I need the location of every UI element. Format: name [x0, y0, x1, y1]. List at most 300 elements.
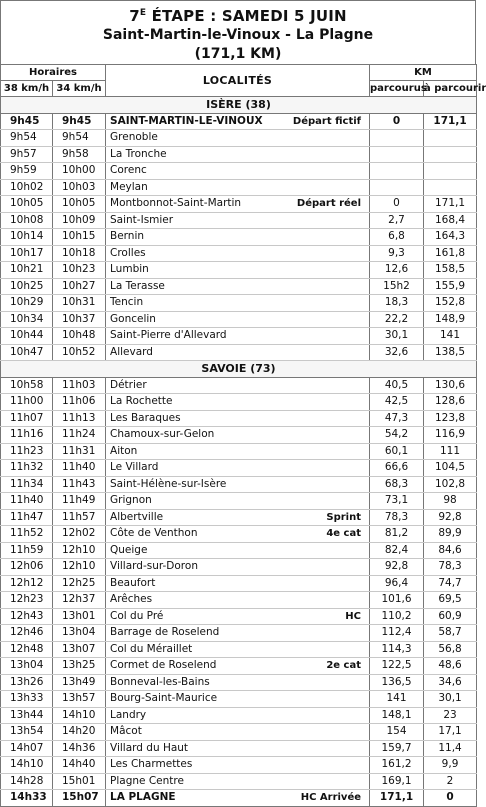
- km-a-parcourir: 0: [424, 790, 477, 807]
- km-parcourus: 110,2: [370, 608, 424, 625]
- time-34: 10h48: [53, 328, 106, 345]
- time-34: 10h09: [53, 212, 106, 229]
- table-row: [1, 592, 477, 609]
- table-row: [1, 460, 477, 477]
- km-parcourus: 15h2: [370, 278, 424, 295]
- region-name: ISÈRE (38): [1, 97, 477, 114]
- km-parcourus: 30,1: [370, 328, 424, 345]
- table-row: [1, 691, 477, 708]
- table-row: [1, 410, 477, 427]
- time-34: 13h25: [53, 658, 106, 675]
- table-row: [1, 509, 477, 526]
- table-row: [1, 328, 477, 345]
- km-parcourus: [370, 146, 424, 163]
- locality-name: Villard du Haut: [110, 741, 189, 754]
- km-parcourus: 73,1: [370, 493, 424, 510]
- time-38: 11h32: [1, 460, 53, 477]
- locality-name: Les Baraques: [110, 411, 181, 424]
- time-38: 11h23: [1, 443, 53, 460]
- km-parcourus: 171,1: [370, 790, 424, 807]
- locality-cell: [106, 641, 370, 658]
- locality-name: Saint-Ismier: [110, 213, 174, 226]
- km-parcourus: 92,8: [370, 559, 424, 576]
- time-34: 11h31: [53, 443, 106, 460]
- speed-38-header: 38 km/h: [1, 81, 53, 97]
- time-38: 10h02: [1, 179, 53, 196]
- locality-name: Mâcot: [110, 725, 142, 737]
- locality-name: Les Charmettes: [110, 758, 193, 770]
- locality-name: Bourg-Saint-Maurice: [110, 692, 218, 704]
- km-a-parcourir: [424, 163, 477, 180]
- table-row: [1, 575, 477, 592]
- time-34: 12h10: [53, 542, 106, 559]
- table-row: [1, 641, 477, 658]
- table-row: [1, 113, 477, 130]
- time-38: 11h07: [1, 410, 53, 427]
- km-a-parcourir: 164,3: [424, 229, 477, 246]
- time-34: 11h40: [53, 460, 106, 477]
- locality-cell: [106, 608, 370, 625]
- stage-date: ÉTAPE : SAMEDI 5 JUIN: [146, 7, 347, 25]
- time-38: 10h08: [1, 212, 53, 229]
- locality-cell: [106, 113, 370, 130]
- time-34: 13h57: [53, 691, 106, 708]
- table-header: [1, 65, 486, 97]
- km-parcourus: 114,3: [370, 641, 424, 658]
- table-row: [1, 179, 477, 196]
- locality-name: Le Villard: [110, 461, 159, 473]
- locality-name: SAINT-MARTIN-LE-VINOUX: [110, 114, 263, 127]
- km-parcourus: 2,7: [370, 212, 424, 229]
- table-row: [1, 245, 477, 262]
- locality-name: Côte de Venthon: [110, 527, 198, 539]
- km-a-parcourir: 60,9: [424, 608, 477, 625]
- km-parcourus: 18,3: [370, 295, 424, 312]
- time-38: 10h14: [1, 229, 53, 246]
- km-parcourus: 32,6: [370, 344, 424, 361]
- locality-name: Grenoble: [110, 131, 158, 143]
- km-a-parcourir: 116,9: [424, 427, 477, 444]
- table-row: [1, 229, 477, 246]
- km-parcourus: [370, 163, 424, 180]
- stage-route: Saint-Martin-le-Vinoux - La Plagne: [102, 27, 374, 43]
- km-parcourus: 82,4: [370, 542, 424, 559]
- region-row: [1, 361, 477, 378]
- km-parcourus: 42,5: [370, 394, 424, 411]
- schedule-table: [0, 64, 486, 807]
- time-38: 12h23: [1, 592, 53, 609]
- time-34: 10h52: [53, 344, 106, 361]
- km-parcourus: 154: [370, 724, 424, 741]
- locality-cell: [106, 526, 370, 543]
- locality-cell: [106, 278, 370, 295]
- table-row: [1, 542, 477, 559]
- locality-cell: [106, 773, 370, 790]
- table-row: [1, 526, 477, 543]
- locality-name: La Tronche: [110, 147, 167, 160]
- time-34: 13h04: [53, 625, 106, 642]
- locality-cell: [106, 328, 370, 345]
- km-a-parcourir: 84,6: [424, 542, 477, 559]
- locality-name: Détrier: [110, 378, 147, 391]
- km-parcourus: 136,5: [370, 674, 424, 691]
- locality-cell: [106, 410, 370, 427]
- locality-name: Col du Pré: [110, 609, 164, 622]
- km-parcourus: 12,6: [370, 262, 424, 279]
- time-38: 13h54: [1, 724, 53, 741]
- time-34: 12h25: [53, 575, 106, 592]
- speed-34-header: 34 km/h: [53, 81, 106, 97]
- time-34: 11h03: [53, 377, 106, 394]
- locality-name: Saint-Hélène-sur-Isère: [110, 477, 227, 490]
- locality-cell: [106, 179, 370, 196]
- km-a-parcourir: 89,9: [424, 526, 477, 543]
- locality-cell: [106, 427, 370, 444]
- km-a-parcourir: 30,1: [424, 691, 477, 708]
- km-parcourus: 68,3: [370, 476, 424, 493]
- time-34: 10h37: [53, 311, 106, 328]
- locality-cell: [106, 625, 370, 642]
- locality-name: Beaufort: [110, 576, 156, 589]
- km-a-parcourir: 48,6: [424, 658, 477, 675]
- locality-name: Landry: [110, 708, 147, 721]
- km-a-parcourir: 11,4: [424, 740, 477, 757]
- time-38: 11h00: [1, 394, 53, 411]
- km-parcourus: 96,4: [370, 575, 424, 592]
- km-parcourus: 78,3: [370, 509, 424, 526]
- time-34: 13h49: [53, 674, 106, 691]
- locality-note: 4e cat: [326, 528, 362, 539]
- km-parcourus: 122,5: [370, 658, 424, 675]
- locality-cell: [106, 443, 370, 460]
- km-a-parcourir: 92,8: [424, 509, 477, 526]
- time-38: 13h04: [1, 658, 53, 675]
- time-38: 10h58: [1, 377, 53, 394]
- table-row: [1, 311, 477, 328]
- time-34: 15h07: [53, 790, 106, 807]
- locality-cell: [106, 674, 370, 691]
- km-a-parcourir: 69,5: [424, 592, 477, 609]
- locality-note: HC: [345, 610, 362, 622]
- locality-name: Tencin: [110, 296, 144, 308]
- locality-cell: [106, 658, 370, 675]
- locality-note: Départ réel: [296, 198, 362, 209]
- time-38: 11h47: [1, 509, 53, 526]
- locality-name: La Terasse: [110, 279, 165, 292]
- time-34: 14h20: [53, 724, 106, 741]
- time-38: 12h48: [1, 641, 53, 658]
- locality-name: Barrage de Roselend: [110, 626, 220, 638]
- locality-name: Meylan: [110, 180, 148, 193]
- km-parcourus: 0: [370, 113, 424, 130]
- time-38: 10h25: [1, 278, 53, 295]
- km-a-parcourir: 148,9: [424, 311, 477, 328]
- table-row: [1, 377, 477, 394]
- time-34: 14h10: [53, 707, 106, 724]
- localites-header: LOCALITÉS: [106, 65, 370, 97]
- time-34: 10h05: [53, 196, 106, 213]
- km-parcourus: 112,4: [370, 625, 424, 642]
- table-row: [1, 476, 477, 493]
- time-38: 13h33: [1, 691, 53, 708]
- table-row: [1, 740, 477, 757]
- km-a-parcourir: 17,1: [424, 724, 477, 741]
- km-parcourus: 159,7: [370, 740, 424, 757]
- locality-name: Arêches: [110, 593, 153, 605]
- locality-name: Plagne Centre: [110, 774, 184, 787]
- time-38: 12h46: [1, 625, 53, 642]
- locality-cell: [106, 311, 370, 328]
- km-parcourus: 9,3: [370, 245, 424, 262]
- locality-cell: [106, 790, 370, 807]
- time-38: 10h17: [1, 245, 53, 262]
- time-34: 12h37: [53, 592, 106, 609]
- table-row: [1, 559, 477, 576]
- table-row: [1, 278, 477, 295]
- km-parcourus: [370, 130, 424, 147]
- locality-cell: [106, 542, 370, 559]
- km-parcourus: 66,6: [370, 460, 424, 477]
- time-38: 14h10: [1, 757, 53, 774]
- time-34: 10h27: [53, 278, 106, 295]
- time-34: 15h01: [53, 773, 106, 790]
- time-38: 10h05: [1, 196, 53, 213]
- locality-note: HC Arrivée: [300, 792, 362, 803]
- km-parcourus: 81,2: [370, 526, 424, 543]
- km-a-parcourir: 123,8: [424, 410, 477, 427]
- km-a-parcourir: 58,7: [424, 625, 477, 642]
- table-row: [1, 724, 477, 741]
- time-38: 14h07: [1, 740, 53, 757]
- time-34: 9h54: [53, 130, 106, 147]
- time-34: 10h31: [53, 295, 106, 312]
- km-a-parcourir: 161,8: [424, 245, 477, 262]
- table-row: [1, 394, 477, 411]
- table-row: [1, 625, 477, 642]
- locality-name: Col du Méraillet: [110, 642, 193, 655]
- locality-note: 2e cat: [326, 660, 362, 671]
- locality-name: Crolles: [110, 246, 146, 259]
- table-row: [1, 773, 477, 790]
- km-a-parcourir: 74,7: [424, 575, 477, 592]
- time-34: 14h40: [53, 757, 106, 774]
- time-38: 10h34: [1, 311, 53, 328]
- time-34: 10h03: [53, 179, 106, 196]
- locality-cell: [106, 344, 370, 361]
- km-a-parcourir: 171,1: [424, 196, 477, 213]
- locality-note: Sprint: [326, 511, 362, 523]
- locality-cell: [106, 212, 370, 229]
- km-a-parcourir: 141: [424, 328, 477, 345]
- km-a-parcourir: 152,8: [424, 295, 477, 312]
- table-row: [1, 146, 477, 163]
- locality-cell: [106, 394, 370, 411]
- locality-cell: [106, 295, 370, 312]
- km-a-parcourir: 102,8: [424, 476, 477, 493]
- time-38: 9h59: [1, 163, 53, 180]
- locality-cell: [106, 460, 370, 477]
- km-a-parcourir: 128,6: [424, 394, 477, 411]
- km-parcourus: 60,1: [370, 443, 424, 460]
- km-parcourus: 47,3: [370, 410, 424, 427]
- table-row: [1, 295, 477, 312]
- km-parcourus: 22,2: [370, 311, 424, 328]
- km-a-parcourir: 130,6: [424, 377, 477, 394]
- km-parcourus: 101,6: [370, 592, 424, 609]
- locality-name: Cormet de Roselend: [110, 659, 217, 671]
- table-row: [1, 130, 477, 147]
- locality-cell: [106, 559, 370, 576]
- locality-cell: [106, 229, 370, 246]
- km-parcourus: 0: [370, 196, 424, 213]
- table-row: [1, 658, 477, 675]
- locality-name: Bernin: [110, 230, 145, 242]
- time-38: 13h26: [1, 674, 53, 691]
- table-row: [1, 493, 477, 510]
- stage-number-suffix: E: [139, 8, 147, 18]
- km-a-parcourir: [424, 130, 477, 147]
- table-row: [1, 790, 477, 807]
- km-parcourus: 161,2: [370, 757, 424, 774]
- locality-name: Lumbin: [110, 263, 149, 275]
- time-34: 10h23: [53, 262, 106, 279]
- time-38: 10h29: [1, 295, 53, 312]
- locality-cell: [106, 245, 370, 262]
- time-38: 14h28: [1, 773, 53, 790]
- km-a-parcourir: [424, 146, 477, 163]
- locality-name: La Rochette: [110, 395, 173, 407]
- locality-cell: [106, 740, 370, 757]
- time-38: 13h44: [1, 707, 53, 724]
- locality-cell: [106, 691, 370, 708]
- km-a-parcourir: 171,1: [424, 113, 477, 130]
- time-38: 11h52: [1, 526, 53, 543]
- km-parcourus: 40,5: [370, 377, 424, 394]
- table-row: [1, 212, 477, 229]
- table-row: [1, 196, 477, 213]
- km-parcourus: 169,1: [370, 773, 424, 790]
- locality-name: Chamoux-sur-Gelon: [110, 428, 215, 440]
- time-34: 13h07: [53, 641, 106, 658]
- km-parcourus: 6,8: [370, 229, 424, 246]
- time-34: 9h45: [53, 113, 106, 130]
- time-38: 11h40: [1, 493, 53, 510]
- km-a-parcourir-header: à parcourir: [424, 81, 477, 97]
- time-34: 11h49: [53, 493, 106, 510]
- time-34: 9h58: [53, 146, 106, 163]
- locality-name: Grignon: [110, 494, 152, 506]
- km-a-parcourir: 78,3: [424, 559, 477, 576]
- km-header: KM: [370, 65, 477, 81]
- time-38: 9h54: [1, 130, 53, 147]
- time-34: 12h10: [53, 559, 106, 576]
- table-row: [1, 674, 477, 691]
- km-a-parcourir: 56,8: [424, 641, 477, 658]
- stage-number: 7: [129, 7, 140, 25]
- time-38: 12h06: [1, 559, 53, 576]
- km-a-parcourir: 155,9: [424, 278, 477, 295]
- time-38: 9h57: [1, 146, 53, 163]
- time-38: 11h59: [1, 542, 53, 559]
- time-38: 9h45: [1, 113, 53, 130]
- km-a-parcourir: 104,5: [424, 460, 477, 477]
- time-38: 12h43: [1, 608, 53, 625]
- km-a-parcourir: 2: [424, 773, 477, 790]
- time-34: 11h13: [53, 410, 106, 427]
- locality-cell: [106, 377, 370, 394]
- locality-cell: [106, 509, 370, 526]
- km-a-parcourir: 98: [424, 493, 477, 510]
- locality-name: Allevard: [110, 345, 153, 358]
- km-a-parcourir: 168,4: [424, 212, 477, 229]
- locality-name: Goncelin: [110, 312, 156, 325]
- time-34: 11h43: [53, 476, 106, 493]
- stage-header: [0, 0, 476, 64]
- region-name: SAVOIE (73): [1, 361, 477, 378]
- table-row: [1, 262, 477, 279]
- km-a-parcourir: 34,6: [424, 674, 477, 691]
- locality-cell: [106, 196, 370, 213]
- time-38: 14h33: [1, 790, 53, 807]
- region-row: [1, 97, 477, 114]
- km-a-parcourir: 23: [424, 707, 477, 724]
- locality-cell: [106, 724, 370, 741]
- table-row: [1, 608, 477, 625]
- locality-cell: [106, 262, 370, 279]
- locality-cell: [106, 146, 370, 163]
- time-34: 10h00: [53, 163, 106, 180]
- stage-title: [1, 1, 475, 26]
- locality-name: Montbonnot-Saint-Martin: [110, 197, 242, 209]
- km-parcourus: 54,2: [370, 427, 424, 444]
- time-38: 10h47: [1, 344, 53, 361]
- locality-cell: [106, 707, 370, 724]
- locality-name: Albertville: [110, 510, 164, 523]
- locality-cell: [106, 163, 370, 180]
- locality-name: Villard-sur-Doron: [110, 560, 198, 572]
- km-a-parcourir: [424, 179, 477, 196]
- locality-name: LA PLAGNE: [110, 791, 176, 803]
- table-row: [1, 163, 477, 180]
- km-a-parcourir: 158,5: [424, 262, 477, 279]
- time-34: 11h06: [53, 394, 106, 411]
- time-38: 11h34: [1, 476, 53, 493]
- km-parcourus: 148,1: [370, 707, 424, 724]
- time-38: 10h44: [1, 328, 53, 345]
- km-a-parcourir: 9,9: [424, 757, 477, 774]
- time-38: 11h16: [1, 427, 53, 444]
- km-parcourus: 141: [370, 691, 424, 708]
- locality-cell: [106, 592, 370, 609]
- locality-name: Saint-Pierre d'Allevard: [110, 329, 227, 341]
- time-34: 11h24: [53, 427, 106, 444]
- table-row: [1, 707, 477, 724]
- time-38: 10h21: [1, 262, 53, 279]
- time-34: 14h36: [53, 740, 106, 757]
- km-a-parcourir: 138,5: [424, 344, 477, 361]
- locality-cell: [106, 130, 370, 147]
- km-parcourus: [370, 179, 424, 196]
- table-body: [1, 97, 477, 807]
- table-row: [1, 443, 477, 460]
- locality-name: Corenc: [110, 164, 147, 176]
- km-a-parcourir: 111: [424, 443, 477, 460]
- time-34: 13h01: [53, 608, 106, 625]
- horaires-header: Horaires: [1, 65, 106, 81]
- time-38: 12h12: [1, 575, 53, 592]
- time-34: 11h57: [53, 509, 106, 526]
- table-row: [1, 427, 477, 444]
